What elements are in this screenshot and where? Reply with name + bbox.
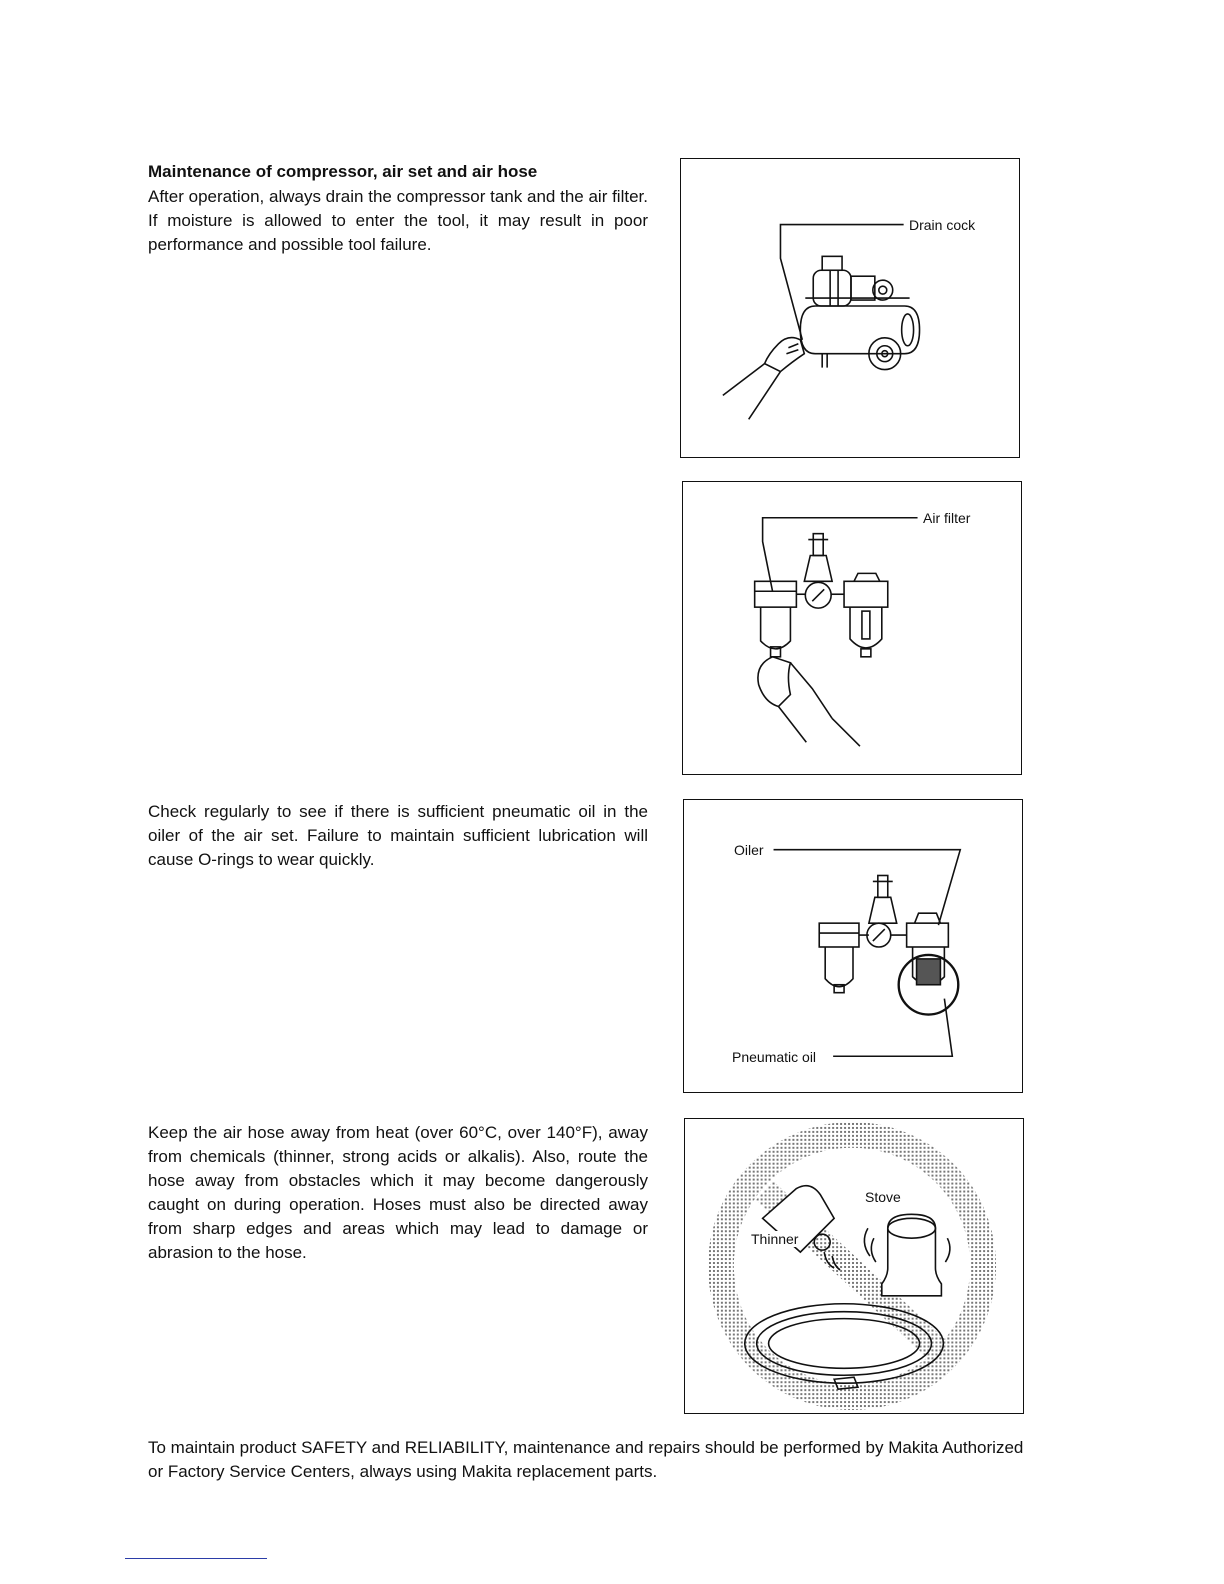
service-footer-text: To maintain product SAFETY and RELIABILITY, maintenance and repairs should be performed by Makita Authorized or Factory Service Centers, always using Makita replacement parts.: [148, 1438, 1024, 1481]
oiler-label: Oiler: [734, 842, 764, 858]
air-filter-figure: [682, 481, 1022, 775]
hose-paragraph: Keep the air hose away from heat (over 60°C, over 140°F), away from chemicals (thinner, strong acids or alkalis). Also, route the hose away from obstacles which it may become dangerously caught on during operation. Hoses must also be directed away from sharp edges and areas which may lead to damage or abrasion to the hose.: [148, 1123, 648, 1262]
thinner-label: Thinner: [751, 1231, 799, 1247]
oiler-paragraph: Check regularly to see if there is sufficient pneumatic oil in the oiler of the air set. Failure to maintain sufficient lubrication will cause O-rings to wear quickly.: [148, 802, 648, 869]
hose-hazard-figure: [684, 1118, 1024, 1414]
drain-paragraph: After operation, always drain the compressor tank and the air filter. If moisture is allowed to enter the tool, it may result in poor performance and possible tool failure.: [148, 187, 648, 254]
oiler-figure: [683, 799, 1023, 1093]
footnote-rule: [125, 1558, 267, 1559]
pneumatic-oil-label: Pneumatic oil: [732, 1049, 817, 1065]
section-heading: Maintenance of compressor, air set and air hose: [148, 162, 538, 181]
stove-label: Stove: [865, 1189, 901, 1205]
compressor-figure: [680, 158, 1020, 458]
compressor-icon: [681, 159, 1019, 457]
air-filter-label: Air filter: [923, 510, 971, 526]
drain-cock-label: Drain cock: [909, 217, 976, 233]
prohibition-icon: [685, 1119, 1023, 1413]
